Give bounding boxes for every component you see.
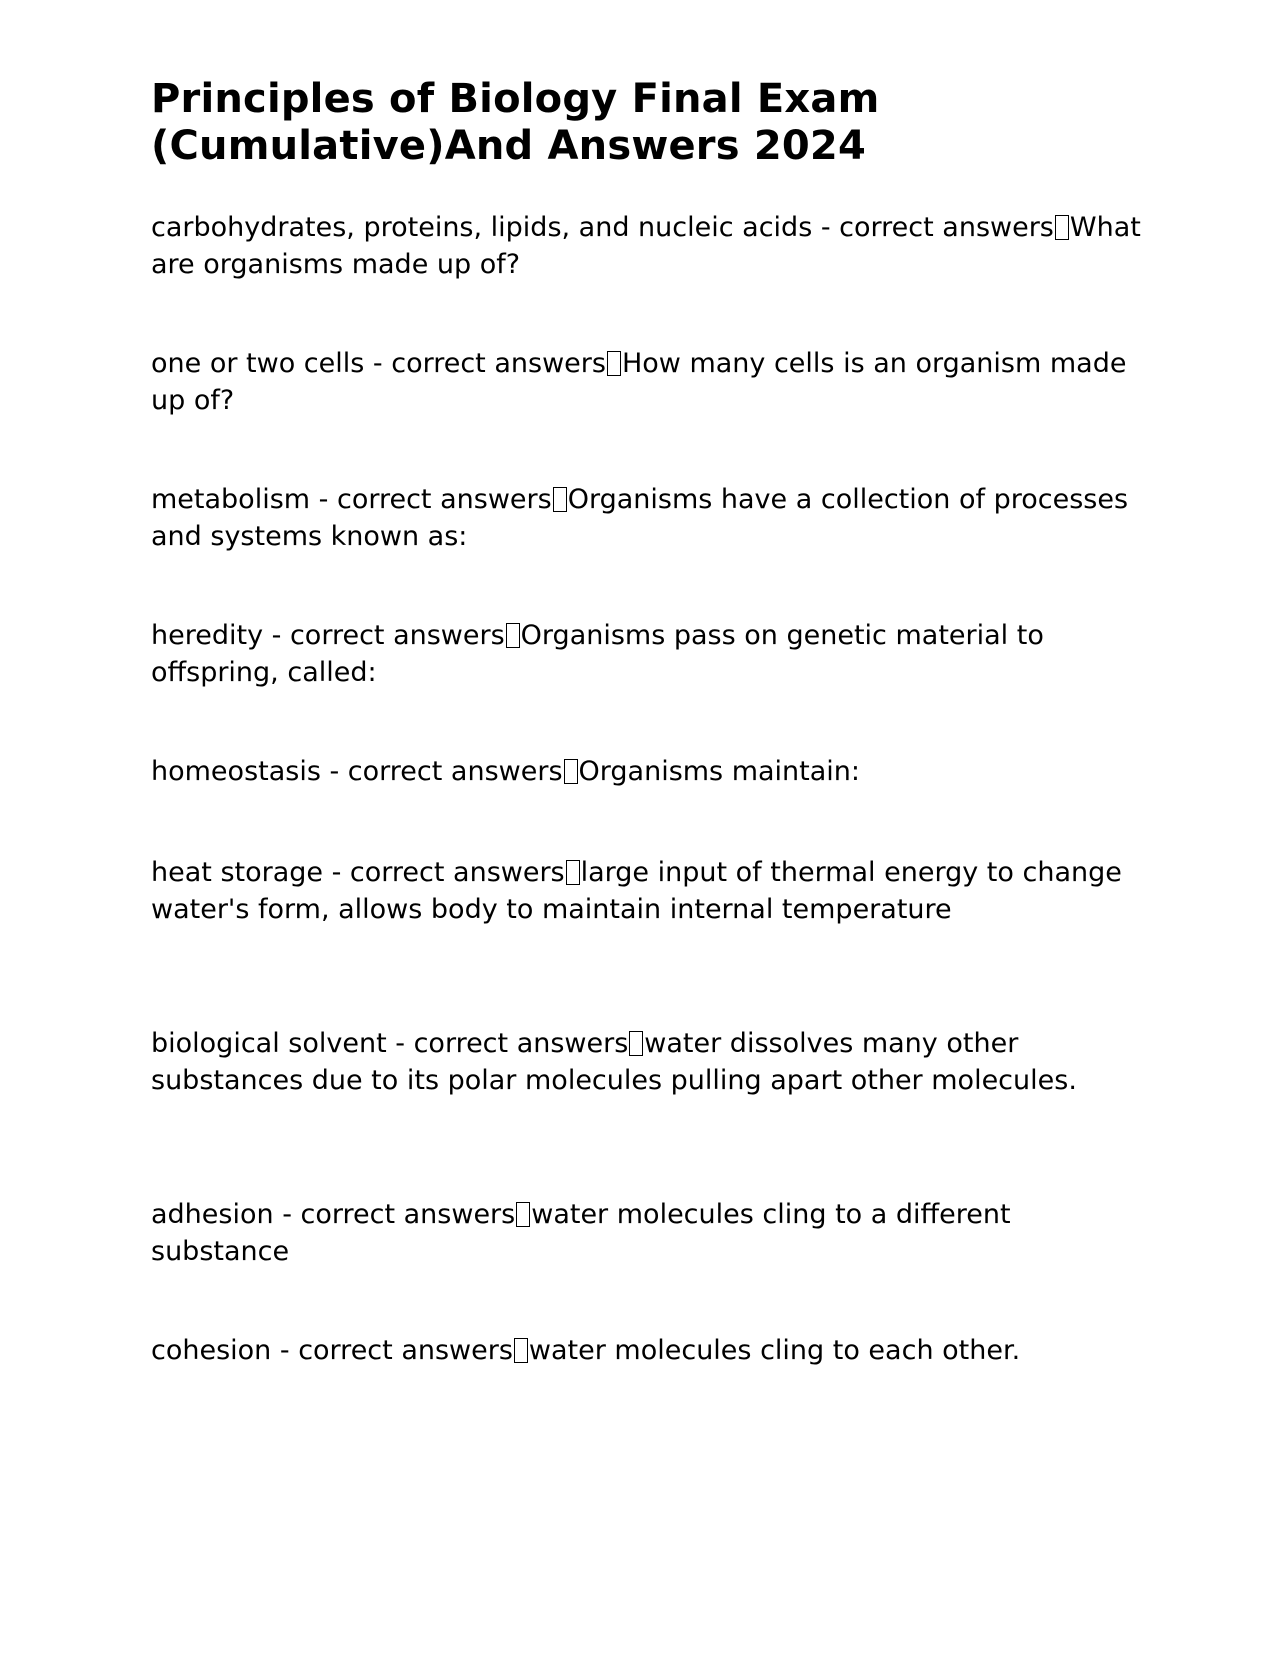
missing-glyph-icon [506,623,520,648]
qa-entry [151,754,1141,791]
entry-answer: biological solvent - correct answers [151,1028,629,1059]
qa-entry [151,482,1141,555]
entry-answer: homeostasis - correct answers [151,756,563,787]
qa-entry [151,1026,1141,1099]
qa-entry [151,1333,1141,1370]
qa-entry [151,210,1141,283]
qa-entry [151,346,1141,419]
missing-glyph-icon [629,1031,643,1056]
title-line-2: (Cumulative)And Answers 2024 [151,123,866,169]
missing-glyph-icon [553,487,567,512]
missing-glyph-icon [516,1202,530,1227]
entry-question: What are organisms made up of? [151,212,1141,280]
qa-entry [151,618,1141,691]
entry-answer: heat storage - correct answers [151,857,565,888]
entry-question: How many cells is an organism made up of? [151,348,1127,416]
missing-glyph-icon [1055,215,1069,240]
entry-answer: cohesion - correct answers [151,1335,513,1366]
entry-answer: carbohydrates, proteins, lipids, and nucleic acids - correct answers [151,212,1054,243]
missing-glyph-icon [514,1338,528,1363]
document-page [151,76,1141,1366]
entry-question: water molecules cling to each other. [528,1335,1021,1366]
title-line-1: Principles of Biology Final Exam [151,76,880,122]
entry-question: Organisms pass on genetic material to offspring, called: [151,620,1044,688]
entry-question: large input of thermal energy to change water's form, allows body to maintain internal temperature [151,857,1122,925]
document-title [151,76,1141,170]
entry-answer: metabolism - correct answers [151,484,552,515]
entry-answer: one or two cells - correct answers [151,348,606,379]
entry-question: water molecules cling to a different substance [151,1199,1011,1267]
qa-entry [151,855,1141,928]
entry-answer: heredity - correct answers [151,620,505,651]
missing-glyph-icon [607,351,621,376]
missing-glyph-icon [566,860,580,885]
qa-entry [151,1197,1141,1270]
entry-question: Organisms have a collection of processes and systems known as: [151,484,1129,552]
entry-question: water dissolves many other substances due to its polar molecules pulling apart other molecules. [151,1028,1077,1096]
missing-glyph-icon [564,759,578,784]
entry-question: Organisms maintain: [578,756,861,787]
entry-answer: adhesion - correct answers [151,1199,516,1230]
